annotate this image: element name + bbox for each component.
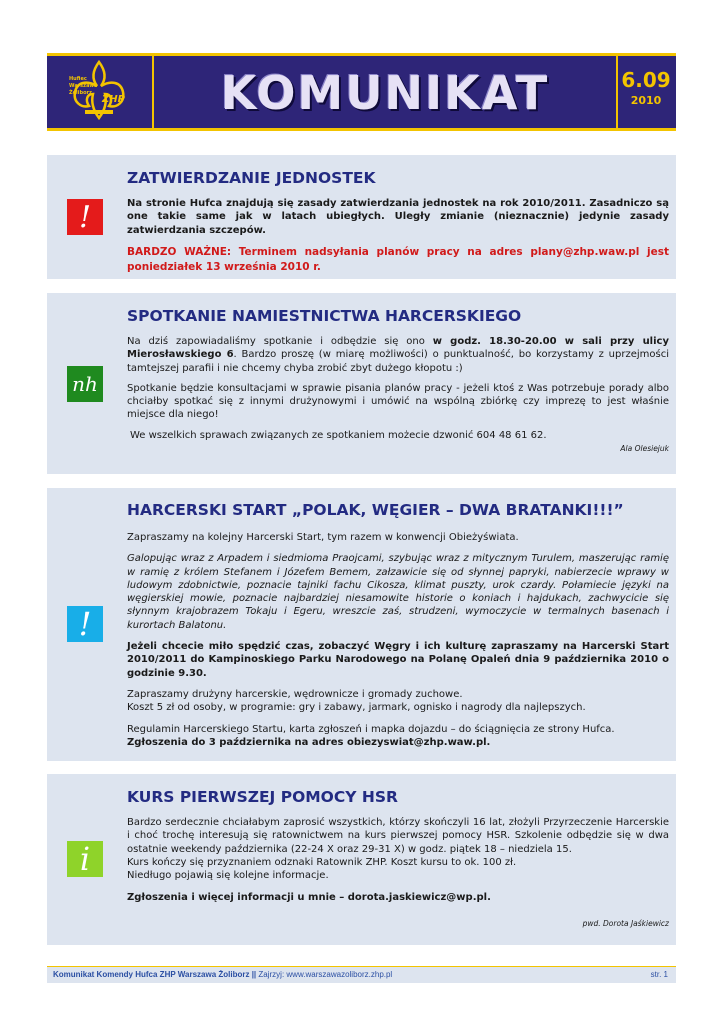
paragraph: Galopując wraz z Arpadem i siedmioma Praojcami, szybując wraz z mitycznym Turulem, maszerując ramię w ramię z królem Stefanem i Józefem Bemem, załzawicie się od słynnej papryki, nabierzecie wprawy w ludowym zdobnictwie, poznacie tajniki fachu Cikosza, klimat puszty, urok czardy. Połamiecie języki na węgierskiej mowie, poznacie najbardziej niesamowite historie o koniach i hajdukach, zachwycicie się słynnym krajobrazem Tokaju i Egeru, wreszcie zaś, strudzeni, wymoczycie w termalnych basenach i kurortach Balatonu. (127, 553, 669, 631)
section-content (127, 501, 669, 749)
logo-text: Hufiec Warszawa Żoliborz (69, 76, 98, 96)
text: . Bardzo proszę (w miarę możliwości) o punktualność, bo korzystamy z uprzejmości tamtejszej parafii i nie chcemy chyba zrobić zbyt dużego kłopotu :) (127, 349, 669, 374)
page-number: str. 1 (650, 970, 668, 979)
section-kurs-pomocy (47, 774, 676, 945)
paragraph (127, 688, 669, 715)
section-content (127, 307, 669, 453)
footer (47, 966, 676, 983)
paragraph: Jeżeli chcecie miło spędzić czas, zobaczyć Węgry i ich kulturę zapraszamy na Harcerski Start 2010/2011 do Kampinoskiego Parku Narodowego na Polanę Opaleń dnia 9 października 2010 o godzinie 9.30. (127, 641, 669, 679)
text: Koszt 5 zł od osoby, w programie: gry i zabawy, jarmark, ognisko i nagrody dla najlepszych. (127, 702, 586, 714)
section-title: KURS PIERWSZEJ POMOCY HSR (127, 788, 398, 806)
text: Zapraszamy drużyny harcerskie, wędrownicze i gromady zuchowe. (127, 688, 463, 700)
issue-day: 6.09 (621, 68, 671, 92)
text: Niedługo pojawią się kolejne informacje. (127, 870, 329, 882)
paragraph: Spotkanie będzie konsultacjami w sprawie pisania planów pracy - jeżeli ktoś z Was potrzebuje porady albo chciałby spotkać się z innymi drużynowymi i umówić na wspólną zbiórkę czy imprezę to jest właśnie miejsce dla niego! (127, 382, 669, 421)
paragraph (127, 723, 669, 750)
zhp-lily-logo-icon (47, 56, 152, 128)
issue-date (618, 68, 674, 107)
text: Bardzo serdecznie chciałabym zaprosić wszystkich, którzy skończyli 16 lat, złożyli Przyrzeczenie Harcerskie i choć trochę interesują się ratownictwem na kurs pierwszej pomocy HSR. Szkolenie odbędzie się w dwa ostatnie weekendy października (22-24 X oraz 29-31 X) w godz. piątek 18 – niedziela 15. (127, 817, 669, 855)
text: Na dziś zapowiadaliśmy spotkanie i odbędzie się ono (127, 336, 433, 347)
logo-box (47, 56, 154, 128)
exclamation-icon: ! (67, 606, 103, 642)
exclamation-icon: ! (67, 199, 103, 235)
header-banner (47, 53, 676, 131)
important-note: BARDZO WAŻNE: Terminem nadsyłania planów pracy na adres plany@zhp.waw.pl jest poniedziałek 13 września 2010 r. (127, 245, 669, 273)
section-title: SPOTKANIE NAMIESTNICTWA HARCERSKIEGO (127, 307, 522, 325)
signature: pwd. Dorota Jaśkiewicz (582, 918, 669, 928)
paragraph (127, 816, 669, 882)
title-box (154, 56, 618, 128)
info-icon: i (67, 841, 103, 877)
text: Kurs kończy się przyznaniem odznaki Ratownik ZHP. Koszt kursu to ok. 100 zł. (127, 856, 517, 868)
section-content (127, 169, 669, 275)
section-namiestnictwo (47, 293, 676, 474)
registration-email: Zgłoszenia do 3 października na adres obiezyswiat@zhp.waw.pl. (127, 736, 491, 748)
meeting-time-place: w godz. 18.30-20.00 w sali przy ulicy Mierosławskiego 6 (127, 336, 669, 361)
page-title: KOMUNIKAT (220, 66, 550, 120)
paragraph: Zapraszamy na kolejny Harcerski Start, tym razem w konwencji Obieżyświata. (127, 532, 519, 543)
paragraph (127, 335, 669, 375)
section-harcerski-start (47, 488, 676, 761)
section-title: HARCERSKI START „POLAK, WĘGIER – DWA BRATANKI!!!” (127, 501, 624, 519)
footer-link[interactable]: Zajrzyj: www.warszawazoliborz.zhp.pl (256, 970, 393, 979)
contact-email: Zgłoszenia i więcej informacji u mnie – dorota.jaskiewicz@wp.pl. (127, 892, 491, 904)
logo-zhp-text: ZHP (102, 94, 125, 105)
issue-year: 2010 (630, 94, 662, 107)
footer-label: Komunikat Komendy Hufca ZHP Warszawa Żoliborz || (53, 970, 257, 979)
section-title: ZATWIERDZANIE JEDNOSTEK (127, 169, 376, 187)
section-zatwierdzanie (47, 155, 676, 279)
signature: Ala Olesiejuk (620, 444, 669, 454)
contact-phone: We wszelkich sprawach związanych ze spotkaniem możecie dzwonić 604 48 61 62. (130, 429, 547, 441)
section-content (127, 788, 669, 928)
text: Regulamin Harcerskiego Startu, karta zgłoszeń i mapka dojazdu – do ściągnięcia ze strony Hufca. (127, 723, 615, 735)
paragraph: Na stronie Hufca znajdują się zasady zatwierdzania jednostek na rok 2010/2011. Zasadniczo są one takie same jak w latach ubiegłych. Uległy zmianie (nieznacznie) jedynie zasady zatwierdzania szczepów. (127, 198, 669, 236)
nh-icon: nh (67, 366, 103, 402)
